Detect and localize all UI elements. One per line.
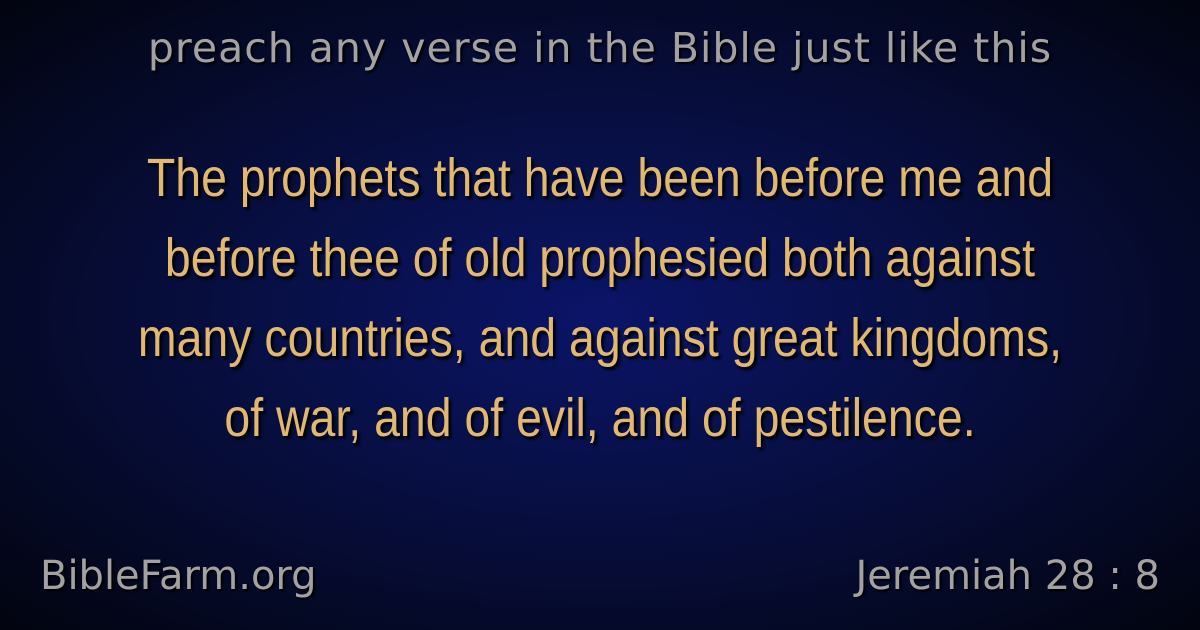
tagline: preach any verse in the Bible just like this [147,24,1053,72]
verse-text: The prophets that have been before me and before thee of old prophesied both against many countries, and against great kingdoms, of war, and of evil, and of pestilence. [137,148,1063,448]
site-name: BibleFarm.org [40,553,317,599]
verse-reference: Jeremiah 28 : 8 [855,553,1160,599]
